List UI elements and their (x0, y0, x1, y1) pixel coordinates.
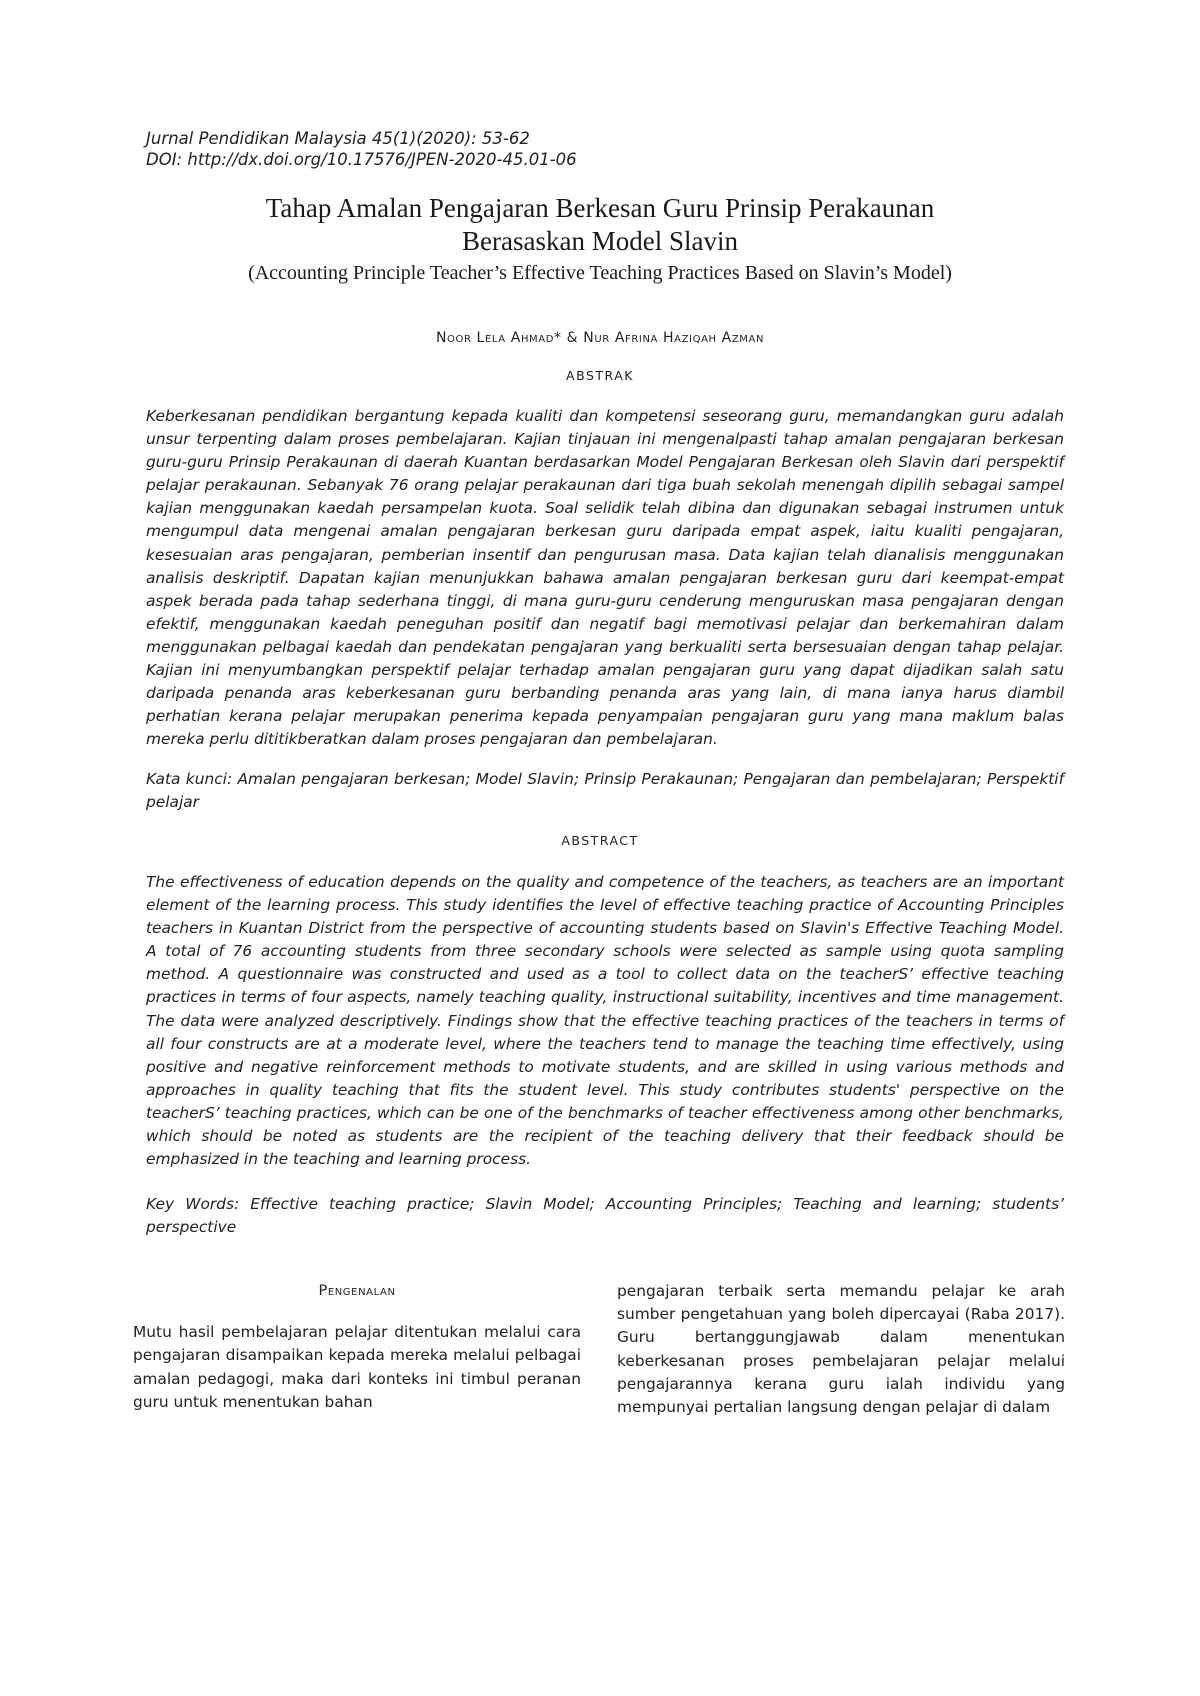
journal-doi[interactable]: DOI: http://dx.doi.org/10.17576/JPEN-2020-45.01-06 (146, 150, 577, 169)
abstrak-body (146, 405, 1064, 751)
abstract-body (146, 871, 1064, 1171)
intro-left-column (133, 1280, 581, 1414)
intro-right-column (617, 1280, 1065, 1419)
intro-right-paragraph: pengajaran terbaik serta memandu pelajar ke arah sumber pengetahuan yang boleh dipercayai (Raba 2017). Guru bertanggungjawab dalam menentukan keberkesanan proses pembelajaran pelajar melalui pengajarannya kerana guru ialah individu yang mempunyai pertalian langsung dengan pelajar di dalam (617, 1282, 1065, 1417)
paper-english-title: (Accounting Principle Teacher’s Effective Teaching Practices Based on Slavin’s Model) (248, 262, 952, 284)
abstrak-paragraph: Keberkesanan pendidikan bergantung kepada kualiti dan kompetensi seseorang guru, memandangkan guru adalah unsur terpenting dalam proses pembelajaran. Kajian tinjauan ini mengenalpasti tahap amalan pengajaran berkesan guru-guru Prinsip Perakaunan di daerah Kuantan berdasarkan Model Pengajaran Berkesan oleh Slavin dari perspektif pelajar perakaunan. Sebanyak 76 orang pelajar perakaunan dari tiga buah sekolah menengah dipilih sebagai sampel kajian menggunakan kaedah persampelan kuota. Soal selidik telah dibina dan digunakan sebagai instrumen untuk mengumpul data mengenai amalan pengajaran berkesan guru daripada empat aspek, iaitu kualiti pengajaran, kesesuaian aras pengajaran, pemberian insentif dan pengurusan masa. Data kajian telah dianalisis menggunakan analisis deskriptif. Dapatan kajian menunjukkan bahawa amalan pengajaran berkesan guru dari keempat-empat aspek berada pada tahap sederhana tinggi, di mana guru-guru cenderung menguruskan masa pengajaran dengan efektif, menggunakan kaedah peneguhan positif dan negatif bagi memotivasi pelajar dan berkemahiran dalam menggunakan pelbagai kaedah dan pendekatan pengajaran yang berkualiti serta bersesuaian dengan tahap pelajar. Kajian ini menyumbangkan perspektif pelajar terhadap amalan pengajaran guru yang dapat dijadikan salah satu daripada penanda aras keberkesanan guru berbanding penanda aras yang lain, di mana ianya harus diambil perhatian kerana pelajar merupakan penerima kepada penyampaian pengajaran guru yang mana maklum balas mereka perlu dititikberatkan dalam proses pengajaran dan pembelajaran. (146, 407, 1064, 749)
key-words: Key Words: Effective teaching practice; Slavin Model; Accounting Principles; Teaching and learning; students’ perspective (146, 1195, 1064, 1236)
intro-left-paragraph: Mutu hasil pembelajaran pelajar ditentukan melalui cara pengajaran disampaikan kepada mereka melalui pelbagai amalan pedagogi, maka dari konteks ini timbul peranan guru untuk menentukan bahan (133, 1323, 581, 1411)
introduction-heading: Pengenalan (318, 1283, 396, 1299)
title-block (100, 192, 1100, 287)
journal-citation: Jurnal Pendidikan Malaysia 45(1)(2020): 53-62 (146, 129, 530, 148)
kata-kunci: Kata kunci: Amalan pengajaran berkesan; Model Slavin; Prinsip Perakaunan; Pengajaran dan pembelajaran; Perspektif pelajar (146, 770, 1064, 811)
journal-info (146, 128, 577, 170)
paper-title-line-1: Tahap Amalan Pengajaran Berkesan Guru Prinsip Perakaunan (265, 193, 935, 223)
abstract-paragraph: The effectiveness of education depends on the quality and competence of the teachers, as teachers are an important element of the learning process. This study identifies the level of effective teaching practice of Accounting Principles teachers in Kuantan District from the perspective of accounting students based on Slavin's Effective Teaching Model. A total of 76 accounting students from three secondary schools were selected as sample using quota sampling method. A questionnaire was constructed and used as a tool to collect data on the teacherS’ effective teaching practices in terms of four aspects, namely teaching quality, instructional suitability, incentives and time management. The data were analyzed descriptively. Findings show that the effective teaching practices of the teachers in terms of all four constructs are at a moderate level, where the teachers tend to manage the teaching time effectively, using positive and negative reinforcement methods to motivate students, and are skilled in using various methods and approaches in quality teaching that fits the student level. This study contributes students' perspective on the teacherS’ teaching practices, which can be one of the benchmarks of teacher effectiveness among other benchmarks, which should be noted as students are the recipient of the teaching delivery that their feedback should be emphasized in the teaching and learning process. (146, 873, 1064, 1169)
authors: Noor Lela Ahmad* & Nur Afrina Haziqah Azman (435, 330, 765, 346)
abstrak-heading: ABSTRAK (566, 368, 634, 383)
abstract-heading: ABSTRACT (561, 833, 639, 848)
paper-title-line-2: Berasaskan Model Slavin (462, 226, 738, 256)
